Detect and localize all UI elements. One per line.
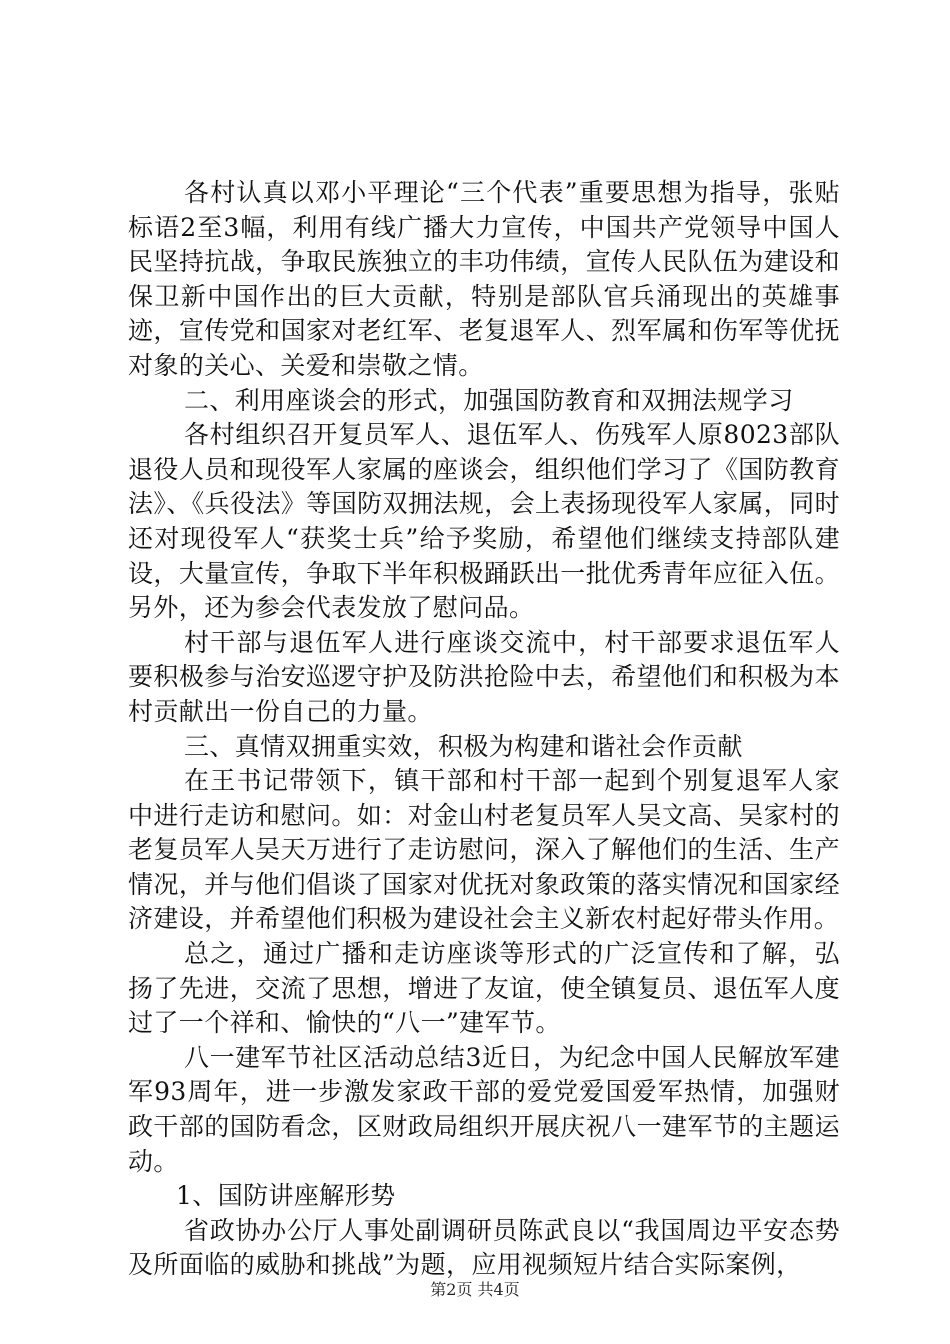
paragraph: 省政协办公厅人事处副调研员陈武良以“我国周边平安态势及所面临的威胁和挑战”为题，应用视频短片结合实际案例， xyxy=(128,1215,840,1280)
paragraph: 八一建军节社区活动总结3近日，为纪念中国人民解放军建军93周年，进一步激发家政干部的爱党爱国爱军热情，加强财政干部的国防看念，区财政局组织开展庆祝八一建军节的主题运动。 xyxy=(128,1042,840,1176)
page-footer: 第2页 共4页 xyxy=(430,1280,520,1299)
paragraph: 在王书记带领下，镇干部和村干部一起到个别复退军人家中进行走访和慰问。如：对金山村老复员军人吴文高、吴家村的老复员军人吴天万进行了走访慰问，深入了解他们的生活、生产情况，并与他们倡谈了国家对优抚对象政策的落实情况和国家经济建设，并希望他们积极为建设社会主义新农村起好带头作用。 xyxy=(128,766,840,934)
paragraph: 总之，通过广播和走访座谈等形式的广泛宣传和了解，弘扬了先进，交流了思想，增进了友谊，使全镇复员、退伍军人度过了一个祥和、愉快的“八一”建军节。 xyxy=(128,939,840,1038)
document-body xyxy=(128,176,840,1283)
section-heading: 三、真情双拥重实效，积极为构建和谐社会作贡献 xyxy=(184,731,743,761)
paragraph: 村干部与退伍军人进行座谈交流中，村干部要求退伍军人要积极参与治安巡逻守护及防洪抢险中去，希望他们和积极为本村贡献出一份自己的力量。 xyxy=(128,627,840,726)
section-heading: 二、利用座谈会的形式，加强国防教育和双拥法规学习 xyxy=(184,385,794,415)
subsection-heading: 1、国防讲座解形势 xyxy=(176,1181,396,1211)
paragraph: 各村组织召开复员军人、退伍军人、伤残军人原8023部队退役人员和现役军人家属的座谈会，组织他们学习了《国防教育法》、《兵役法》等国防双拥法规，会上表扬现役军人家属，同时还对现役军人“获奖士兵”给予奖励，希望他们继续支持部队建设，大量宣传，争取下半年积极踊跃出一批优秀青年应征入伍。另外，还为参会代表发放了慰问品。 xyxy=(128,420,840,623)
paragraph: 各村认真以邓小平理论“三个代表”重要思想为指导，张贴标语2至3幅，利用有线广播大力宣传，中国共产党领导中国人民坚持抗战，争取民族独立的丰功伟绩，宣传人民队伍为建设和保卫新中国作出的巨大贡献，特别是部队官兵涌现出的英雄事迹，宣传党和国家对老红军、老复退军人、烈军属和伤军等优抚对象的关心、关爱和崇敬之情。 xyxy=(128,178,840,380)
